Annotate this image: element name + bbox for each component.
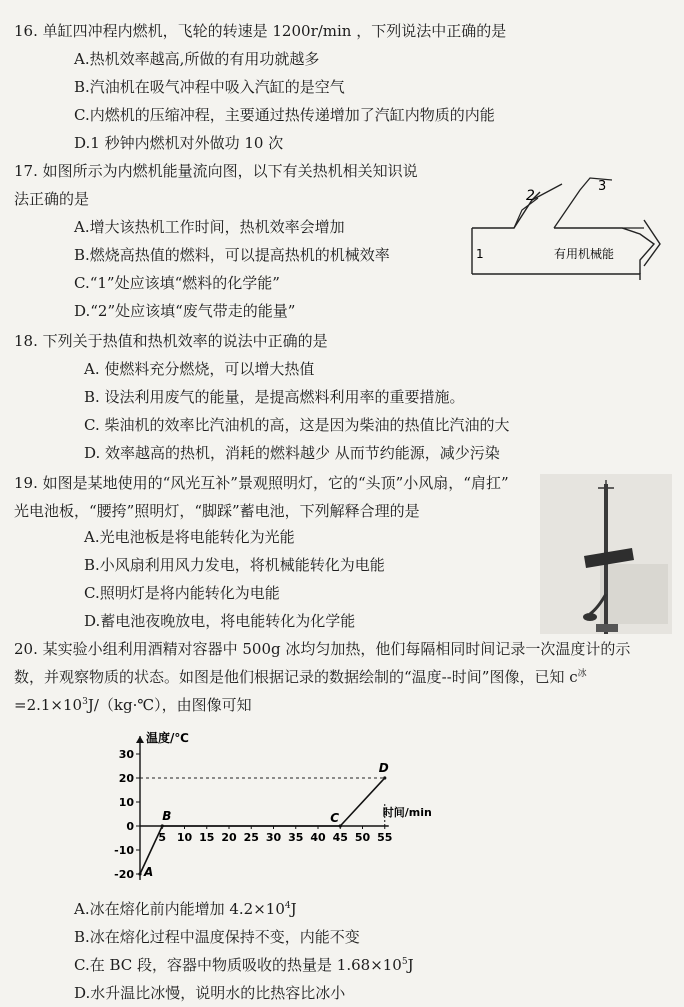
- q17-option-b: B.燃烧高热值的燃料，可以提高热机的机械效率: [74, 246, 390, 264]
- x-tick-label: 5: [158, 831, 167, 844]
- q18-option-d: D. 效率越高的热机，消耗的燃料越少 从而节约能源，减少污染: [84, 444, 500, 462]
- q20-option-a: A.冰在熔化前内能增加 $4.2\times 10^4J$: [74, 900, 297, 918]
- q16-option-c: C.内燃机的压缩冲程，主要通过热传递增加了汽缸内物质的内能: [74, 106, 495, 124]
- point-label-a: A: [144, 865, 154, 879]
- q20-option-d: D.水升温比冰慢，说明水的比热容比冰小: [74, 984, 346, 1002]
- q19-option-c: C.照明灯是将内能转化为电能: [84, 584, 280, 602]
- x-tick-label: 10: [176, 831, 193, 844]
- data-point-b: [161, 824, 164, 827]
- y-axis-arrow: [136, 736, 144, 743]
- q20-exponent: 3: [82, 697, 88, 707]
- flow-label-2: 2: [526, 188, 535, 204]
- q19-stem-line1: 19. 如图是某地使用的“风光互补”景观照明灯，它的“头顶”小风扇，“肩扛”: [14, 474, 509, 492]
- wind-solar-lamp-photo: [540, 474, 672, 634]
- point-label-b: B: [162, 809, 172, 823]
- q20-option-b: B.冰在熔化过程中温度保持不变，内能不变: [74, 928, 360, 946]
- y-tick-label: 0: [126, 820, 134, 833]
- y-tick-label: 30: [118, 748, 134, 761]
- flow-label-3: 3: [598, 179, 607, 194]
- x-tick-label: 20: [221, 831, 237, 844]
- x-tick-label: 40: [310, 831, 326, 844]
- q19-option-b: B.小风扇利用风力发电，将机械能转化为电能: [84, 556, 385, 574]
- flow-label-1: 1: [476, 247, 484, 261]
- x-tick-label: 50: [354, 831, 371, 844]
- q17-stem-line2: 法正确的是: [14, 190, 90, 208]
- q20-option-c: C.在 BC 段，容器中物质吸收的热量是 $1.68\times 10^5J$: [74, 956, 414, 974]
- flow-output-label: 有用机械能: [554, 247, 615, 261]
- q17-option-d: D.“2”处应该填“废气带走的能量”: [74, 302, 296, 320]
- x-tick-label: 35: [288, 831, 304, 844]
- q20-stem-line1: 20. 某实验小组利用酒精对容器中 500g 冰均匀加热，他们每隔相同时间记录一次温度计的示: [14, 640, 631, 658]
- data-point-d: [383, 776, 386, 779]
- q16-option-d: D.1 秒钟内燃机对外做功 10 次: [74, 134, 284, 152]
- point-label-d: D: [378, 761, 389, 775]
- x-tick-label: 45: [332, 831, 348, 844]
- q16-option-a: A.热机效率越高,所做的有用功就越多: [74, 50, 320, 68]
- q16-option-b: B.汽油机在吸气冲程中吸入汽缸的是空气: [74, 78, 345, 96]
- q20-stem-line3: $=2.1\times 10^3J/(kg\cdot℃)$，由图像可知: [14, 696, 252, 714]
- q17-option-c: C.“1”处应该填“燃料的化学能”: [74, 274, 280, 292]
- x-tick-label: 25: [243, 831, 259, 844]
- q18-stem: 18. 下列关于热值和热机效率的说法中正确的是: [14, 332, 328, 350]
- q19-option-d: D.蓄电池夜晚放电，将电能转化为化学能: [84, 612, 356, 630]
- x-tick-label: 55: [377, 831, 393, 844]
- temperature-time-chart: [100, 716, 460, 891]
- q19-option-a: A.光电池板是将电能转化为光能: [84, 528, 295, 546]
- y-tick-label: -10: [114, 844, 134, 857]
- q16-stem: 16. 单缸四冲程内燃机，飞轮的转速是 1200r/min ，下列说法中正确的是: [14, 22, 507, 40]
- q18-option-a: A. 使燃料充分燃烧，可以增大热值: [84, 360, 315, 378]
- y-tick-label: -20: [114, 868, 134, 881]
- q17-option-a: A.增大该热机工作时间，热机效率会增加: [74, 218, 345, 236]
- x-tick-label: 15: [199, 831, 215, 844]
- q19-stem-line2: 光电池板，“腰挎”照明灯，“脚踩”蓄电池，下列解释合理的是: [14, 502, 420, 520]
- q20-c-subscript: 冰: [577, 669, 587, 679]
- q17-stem-line1: 17. 如图所示为内燃机能量流向图，以下有关热机相关知识说: [14, 162, 418, 180]
- data-point-a: [138, 872, 141, 875]
- x-tick-label: 30: [265, 831, 282, 844]
- x-axis-label: 时间/min: [382, 806, 432, 819]
- data-point-c: [339, 824, 342, 827]
- q18-option-c: C. 柴油机的效率比汽油机的高，这是因为柴油的热值比汽油的大: [84, 416, 510, 434]
- y-axis-label: 温度/℃: [146, 731, 189, 745]
- energy-flow-diagram: [462, 170, 668, 280]
- q20-stem-line2: 数，并观察物质的状态。如图是他们根据记录的数据绘制的“温度--时间”图像，已知 $c^冰$: [14, 668, 587, 686]
- y-tick-label: 20: [118, 772, 134, 785]
- q18-option-b: B. 设法利用废气的能量，是提高燃料利用率的重要措施。: [84, 388, 465, 406]
- point-label-c: C: [330, 811, 340, 825]
- y-tick-label: 10: [118, 796, 134, 809]
